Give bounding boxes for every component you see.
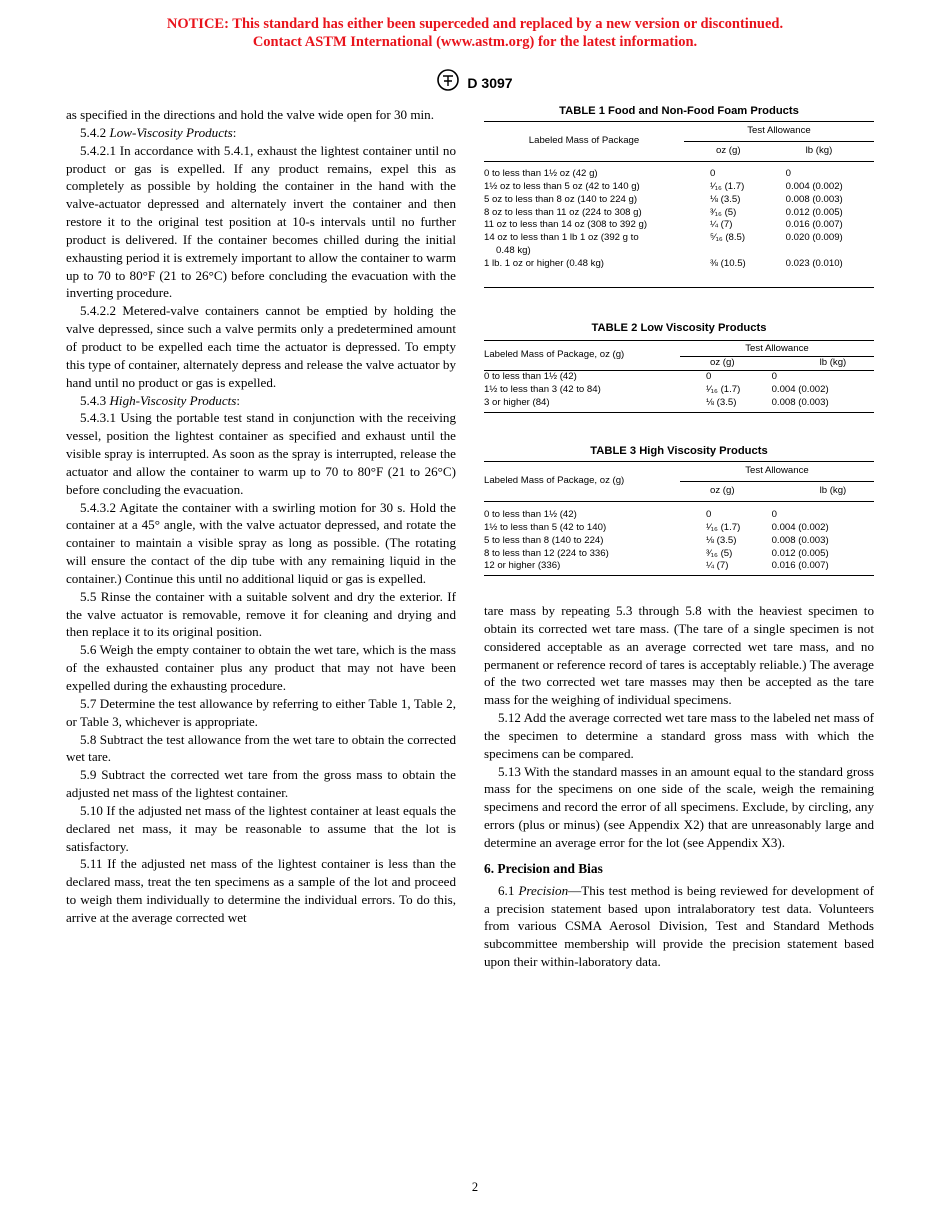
column-header-labeled-mass: Labeled Mass of Package, oz (g) (484, 462, 680, 502)
supersession-notice (0, 15, 950, 51)
astm-logo-icon (437, 68, 459, 97)
table-row: 0 to less than 1½ (42) 0 0 (484, 508, 777, 520)
column-group-test-allowance: Test Allowance (680, 462, 874, 482)
paragraph: 5.4.3.1 Using the portable test stand in conjunction with the receiving vessel, position the lightest container as specified and exhaust until the visible spray is interrupted. As soon as the spray is interrupted, release the actuator and allow the container to warm up to 70 to 80°F (21 to 26°C) before concluding the evacuation. (66, 410, 456, 497)
paragraph: 5.10 If the adjusted net mass of the lightest container at least equals the declared net mass, it may be reasonable to assume that the lot is satisfactory. (66, 802, 456, 854)
table-row: 0 to less than 1½ (42) 0 0 (484, 370, 777, 382)
section-heading-precision-and-bias: 6. Precision and Bias (484, 860, 603, 876)
column-header-lb: lb (kg) (774, 141, 874, 161)
right-text-column (484, 602, 874, 971)
table-caption: TABLE 2 Low Viscosity Products (591, 322, 767, 334)
paragraph: 5.12 Add the average corrected wet tare mass to the labeled net mass of the specimen to determine a standard gross mass with which the specimens can be compared. (484, 710, 874, 761)
table-row: 14 oz to less than 1 lb 1 oz (392 g to ⁵⁄₁₆ (8.5) 0.020 (0.009) (484, 232, 843, 244)
column-header-oz: oz (g) (680, 356, 760, 370)
table-2 (484, 322, 874, 413)
notice-line-1: NOTICE: This standard has either been superceded and replaced by a new version or discontinued. (166, 16, 784, 32)
table-caption: TABLE 3 High Viscosity Products (590, 445, 768, 457)
column-header-labeled-mass: Labeled Mass of Package (484, 122, 684, 162)
column-group-test-allowance: Test Allowance (684, 122, 874, 142)
paragraph: as specified in the directions and hold the valve wide open for 30 min. (66, 107, 434, 122)
document-header (0, 68, 950, 97)
paragraph: 5.4.2.2 Metered-valve containers cannot be emptied by holding the valve depressed, since such a valve permits only a predetermined amount of product to be expelled each time the actuator is depressed. To empty this type of container, alternately depress and release the valve actuator by hand until no product or gas is expelled. (66, 303, 456, 390)
table-row: 5 oz to less than 8 oz (140 to 224 g) ⅛ (3.5) 0.008 (0.003) (484, 193, 843, 205)
column-header-lb: lb (kg) (760, 481, 874, 501)
column-header-lb: lb (kg) (760, 356, 874, 370)
table-row: 0 to less than 1½ oz (42 g) 0 0 (484, 167, 791, 179)
notice-line-2: Contact ASTM International (www.astm.org) for the latest information. (252, 34, 698, 50)
paragraph: 5.7 Determine the test allowance by referring to either Table 1, Table 2, or Table 3, whichever is appropriate. (66, 695, 456, 729)
table-1 (484, 105, 874, 288)
table-3 (484, 445, 874, 576)
table-row: 1½ oz to less than 5 oz (42 to 140 g) ¹⁄₁₆ (1.7) 0.004 (0.002) (484, 180, 843, 192)
column-header-oz: oz (g) (680, 481, 760, 501)
standard-designation: D 3097 (467, 74, 513, 91)
table-row: 0.48 kg) (496, 245, 531, 257)
paragraph: 5.9 Subtract the corrected wet tare from the gross mass to obtain the adjusted net mass of the lightest container. (66, 767, 456, 801)
table-row: 1 lb. 1 oz or higher (0.48 kg) ⅜ (10.5) 0.023 (0.010) (484, 258, 843, 270)
paragraph: 5.5 Rinse the container with a suitable solvent and dry the exterior. If the valve actuator is removable, remove it for cleaning and drying and then replace it to its original position. (66, 588, 456, 640)
table-caption: TABLE 1 Food and Non-Food Foam Products (559, 105, 799, 117)
page-number: 2 (471, 1180, 479, 1194)
paragraph: 5.13 With the standard masses in an amount equal to the standard gross mass for the specimens on one side of the scale, weigh the remaining specimens and record the error of all specimens. Exclude, by circling, any errors (plus or minus) (see Appendix X2) that are unreasonably large and determine an average error for the lot (see Appendix X3). (484, 763, 874, 850)
table-row: 3 or higher (84) ⅛ (3.5) 0.008 (0.003) (484, 396, 829, 408)
table-row: 12 or higher (336) ¼ (7) 0.016 (0.007) (484, 560, 829, 572)
paragraph-precision: 6.1 Precision—This test method is being reviewed for development of a precision statement based upon intralaboratory test data. Volunteers from various CSMA Aerosol Division, Test and Standard Methods subcommittee membership will provide the precision statement based upon their within-laboratory data. (484, 882, 874, 970)
column-header-labeled-mass: Labeled Mass of Package, oz (g) (484, 341, 680, 371)
table-row: 8 oz to less than 11 oz (224 to 308 g) ³⁄₁₆ (5) 0.012 (0.005) (484, 206, 843, 218)
paragraph: tare mass by repeating 5.3 through 5.8 with the heaviest specimen to obtain its corrected wet tare mass. (The tare of a single specimen is not considered acceptable as an average corrected wet tare mass, and no permanent or reference record of tares is acceptably reliable.) The average of the two corrected wet tare masses may then be accepted as the tare mass for the weighing of individual specimens. (484, 603, 874, 708)
paragraph: 5.11 If the adjusted net mass of the lightest container is less than the declared mass, treat the ten specimens as a sample of the lot and proceed to weigh them individually to determine the individual errors. To do this, arrive at the average corrected wet (66, 856, 456, 925)
section-heading-5-4-3: 5.4.3 High-Viscosity Products: (80, 392, 241, 408)
paragraph: 5.4.3.2 Agitate the container with a swirling motion for 30 s. Hold the container at a 45° angle, with the valve actuator depressed, and rotate the container to maintain a visible spray as long as possible. (The rotating will ensure the contact of the dip tube with any remaining liquid in the container.) Continue this until no additional liquid or gas is expelled. (66, 499, 456, 586)
table-row: 5 to less than 8 (140 to 224) ⅛ (3.5) 0.008 (0.003) (484, 534, 829, 546)
table-row: 8 to less than 12 (224 to 336) ³⁄₁₆ (5) 0.012 (0.005) (484, 547, 829, 559)
paragraph: 5.8 Subtract the test allowance from the wet tare to obtain the corrected wet tare. (66, 731, 456, 765)
column-header-oz: oz (g) (684, 141, 774, 161)
section-heading-5-4-2: 5.4.2 Low-Viscosity Products: (80, 124, 237, 140)
paragraph: 5.4.2.1 In accordance with 5.4.1, exhaust the lightest container until no product or gas is expelled. If any product remains, expel this as completely as possible by holding the container in the hand with the valve-actuator depressed and alternately invert the container and then restore it to the original test position at 10-s intervals until no further product is delivered. If the container becomes chilled during the initial exhausting period it is extremely important to allow the container to warm up to 70 to 80°F (21 to 26°C) before concluding the evacuation with the inverting procedure. (66, 142, 456, 301)
left-text-column (66, 106, 456, 927)
column-group-test-allowance: Test Allowance (680, 341, 874, 357)
paragraph: 5.6 Weigh the empty container to obtain the wet tare, which is the mass of the exhausted container plus any product that may not have been expelled during the exhausting procedure. (66, 642, 456, 693)
table-row: 1½ to less than 3 (42 to 84) ¹⁄₁₆ (1.7) 0.004 (0.002) (484, 383, 829, 395)
table-row: 1½ to less than 5 (42 to 140) ¹⁄₁₆ (1.7) 0.004 (0.002) (484, 521, 829, 533)
table-row: 11 oz to less than 14 oz (308 to 392 g) ¼ (7) 0.016 (0.007) (484, 219, 843, 231)
